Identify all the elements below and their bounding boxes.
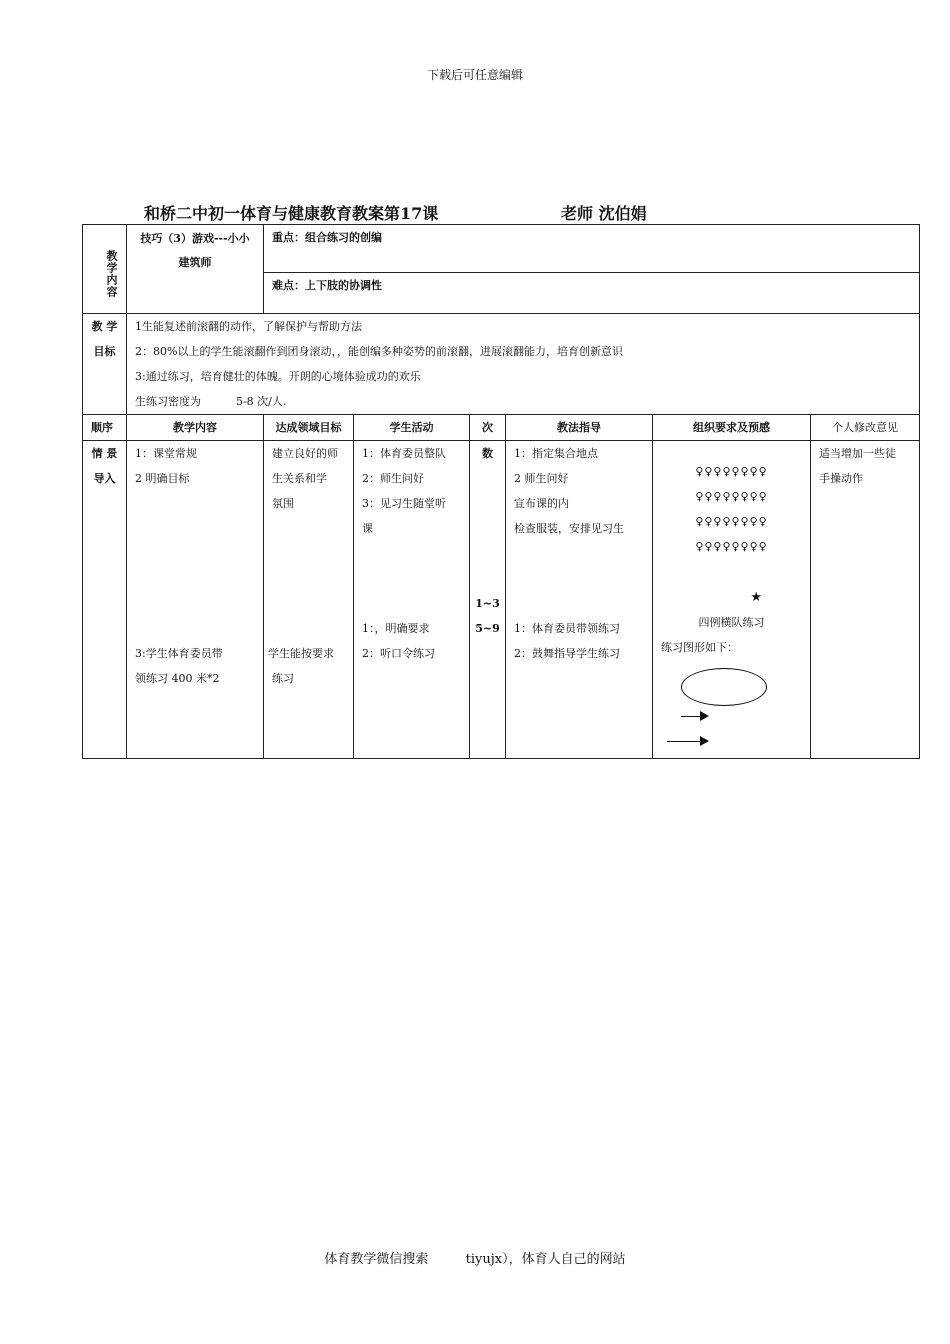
goal-line-1: 1生能复述前滚翻的动作，了解保护与帮助方法 xyxy=(135,320,362,333)
footer-note: 体育教学微信搜索 tiyujx），体育人自己的网站 xyxy=(324,1252,626,1267)
row-order xyxy=(83,441,127,759)
row-organization xyxy=(653,441,811,759)
goal-item: 建立良好的师 xyxy=(272,447,338,460)
method-item: 检查服装，安排见习生 xyxy=(514,522,624,535)
goal-item: 生关系和学 xyxy=(272,472,327,485)
formation-row: ♀♀♀♀♀♀♀♀ xyxy=(695,540,768,553)
revision-item: 手操动作 xyxy=(819,472,863,485)
row-revision xyxy=(811,441,920,759)
content-item: 领练习 400 米*2 xyxy=(135,672,220,685)
goal-item: 学生能按要求 xyxy=(268,647,334,660)
method-item: 1：指定集合地点 xyxy=(514,447,598,460)
method-item: 2 师生问好 xyxy=(514,472,569,485)
order-line-1: 情 景 xyxy=(91,447,118,460)
method-item: 1：体育委员带领练习 xyxy=(514,622,620,635)
col-header-organization: 组织要求及预感 xyxy=(653,415,811,441)
goal-line-4: 生练习密度为 5-8 次/人. xyxy=(135,395,287,408)
key-point: 重点：组合练习的创编 xyxy=(264,225,920,273)
activity-item: 课 xyxy=(362,522,373,535)
row-count xyxy=(470,441,506,759)
col-header-goal: 达成领域目标 xyxy=(264,415,354,441)
content-item: 2 明确目标 xyxy=(135,472,190,485)
goal-line-2: 2：80%以上的学生能滚翻作到团身滚动，，能创编多种姿势的前滚翻，进展滚翻能力，培育创新意识 xyxy=(135,345,623,358)
col-header-revision: 个人修改意见 xyxy=(811,415,920,441)
col-header-order: 顺序 xyxy=(83,415,127,441)
count-value: 1~3 xyxy=(475,597,500,610)
formation-row: ♀♀♀♀♀♀♀♀ xyxy=(695,515,768,528)
goals-label xyxy=(83,314,127,415)
content-item: 1：课堂常规 xyxy=(135,447,197,460)
count-label: 数 xyxy=(482,447,493,460)
content-label: 教学内容 xyxy=(83,225,127,314)
col-header-count: 次 xyxy=(470,415,506,441)
row-goal xyxy=(264,441,354,759)
track-oval-icon xyxy=(681,668,767,706)
goals-label-line1: 教 学 xyxy=(91,320,118,333)
goal-item: 练习 xyxy=(272,672,294,685)
count-value: 5~9 xyxy=(475,622,500,635)
order-line-2: 导入 xyxy=(93,472,116,485)
content-item: 3:学生体育委员带 xyxy=(135,647,223,660)
formation-row: ♀♀♀♀♀♀♀♀ xyxy=(695,465,768,478)
col-header-activity: 学生活动 xyxy=(354,415,470,441)
arrow-right-icon xyxy=(667,741,707,742)
method-item: 宣布课的内 xyxy=(514,497,569,510)
practice-diagram xyxy=(661,660,802,750)
row-method xyxy=(506,441,653,759)
goal-line-3: 3:通过练习，培育健壮的体魄。开朗的心境体验成功的欢乐 xyxy=(135,370,421,383)
practice-caption: 练习图形如下： xyxy=(661,641,738,654)
activity-item: 3：见习生随堂听 xyxy=(362,497,446,510)
col-header-content: 教学内容 xyxy=(127,415,264,441)
activity-item: 2：师生问好 xyxy=(362,472,424,485)
row-content xyxy=(127,441,264,759)
formation-row: ♀♀♀♀♀♀♀♀ xyxy=(695,490,768,503)
lesson-plan-table xyxy=(82,224,920,759)
goals-text xyxy=(127,314,920,415)
teacher-name: 老师 沈伯娟 xyxy=(561,204,647,223)
teacher-star-icon: ★ xyxy=(750,590,762,605)
revision-item: 适当增加一些徒 xyxy=(819,447,896,460)
method-item: 2：鼓舞指导学生练习 xyxy=(514,647,620,660)
row-activity xyxy=(354,441,470,759)
header-note: 下载后可任意编辑 xyxy=(426,68,523,82)
goal-item: 氛围 xyxy=(272,497,294,510)
col-header-method: 教法指导 xyxy=(506,415,653,441)
activity-item: 2：听口令练习 xyxy=(362,647,435,660)
activity-item: 1：，明确要求 xyxy=(362,622,430,635)
formation-caption: 四例横队练习 xyxy=(698,616,765,629)
goals-label-line2: 目标 xyxy=(93,345,116,358)
activity-item: 1：体育委员整队 xyxy=(362,447,446,460)
difficulty: 难点：上下肢的协调性 xyxy=(264,273,920,314)
content-topic: 技巧（3）游戏---小小建筑师 xyxy=(127,225,264,314)
arrow-right-icon xyxy=(681,716,707,717)
lesson-title: 和桥二中初一体育与健康教育教案第17课 xyxy=(144,204,439,223)
